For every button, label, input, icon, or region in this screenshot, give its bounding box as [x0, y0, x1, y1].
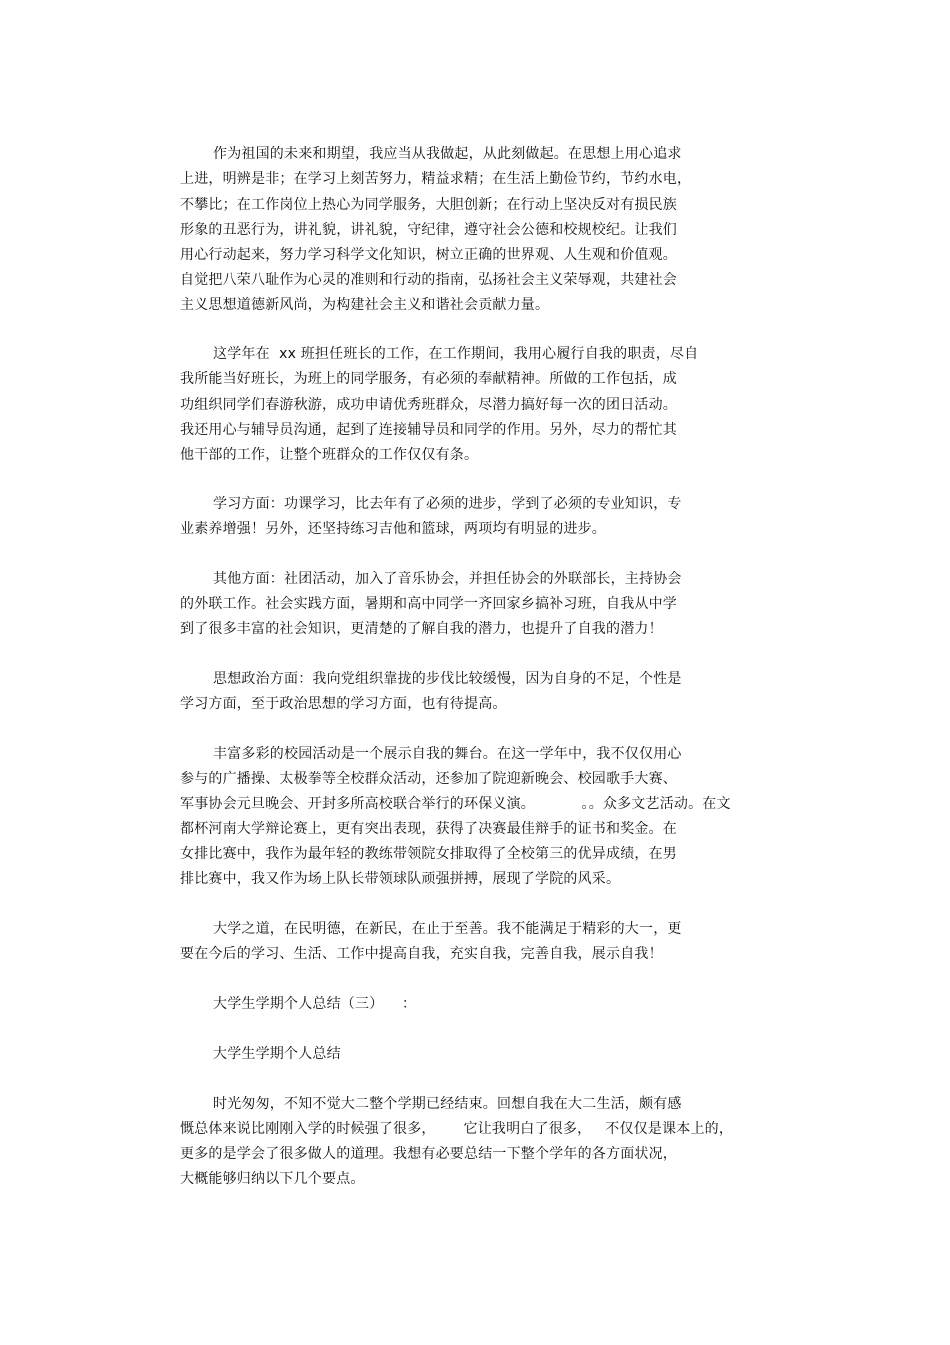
paragraph-line: 这学年在 xx 班担任班长的工作，在工作期间，我用心履行自我的职责，尽自: [213, 346, 699, 362]
paragraph-line: 排比赛中，我又作为场上队长带领球队顽强拼搏，展现了学院的风采。: [180, 871, 621, 887]
paragraph-line: 他干部的工作，让整个班群众的工作仅仅有条。: [180, 447, 479, 463]
paragraph-line: 主义思想道德新风尚，为构建社会主义和谐社会贡献力量。: [180, 297, 550, 313]
paragraph-line: 时光匆匆，不知不觉大二整个学期已经结束。回想自我在大二生活，颇有感: [213, 1096, 682, 1112]
paragraph-line: 我所能当好班长，为班上的同学服务，有必须的奉献精神。所做的工作包括，成: [180, 371, 677, 387]
paragraph-line: 其他方面：社团活动，加入了音乐协会，并担任协会的外联部长，主持协会: [213, 571, 682, 587]
paragraph-line: 上进，明辨是非；在学习上刻苦努力，精益求精；在生活上勤俭节约，节约水电，: [180, 171, 692, 187]
paragraph-line: 作为祖国的未来和期望，我应当从我做起，从此刻做起。在思想上用心追求: [213, 146, 682, 162]
heading-line: 大学生学期个人总结（三） ：: [213, 996, 417, 1012]
paragraph-line: 思想政治方面：我向党组织靠拢的步伐比较缓慢，因为自身的不足，个性是: [213, 671, 682, 687]
paragraph-line: 女排比赛中，我作为最年轻的教练带领院女排取得了全校第三的优异成绩，在男: [180, 846, 677, 862]
paragraph-line: 丰富多彩的校园活动是一个展示自我的舞台。在这一学年中，我不仅仅用心: [213, 746, 682, 762]
paragraph-line: 到了很多丰富的社会知识，更清楚的了解自我的潜力，也提升了自我的潜力！: [180, 621, 663, 637]
paragraph-line: 要在今后的学习、生活、工作中提高自我，充实自我，完善自我，展示自我！: [180, 946, 663, 962]
paragraph-line: 军事协会元旦晚会、开封多所高校联合举行的环保义演。 。。众多文艺活动。在文: [180, 796, 731, 812]
paragraph-line: 学习方面，至于政治思想的学习方面，也有待提高。: [180, 696, 507, 712]
paragraph-line: 的外联工作。社会实践方面，暑期和高中同学一齐回家乡搞补习班，自我从中学: [180, 596, 677, 612]
paragraph-line: 业素养增强！另外，还坚持练习吉他和篮球，两项均有明显的进步。: [180, 521, 606, 537]
paragraph-line: 形象的丑恶行为，讲礼貌，讲礼貌，守纪律，遵守社会公德和校规校纪。让我们: [180, 222, 677, 238]
paragraph-line: 功组织同学们春游秋游，成功申请优秀班群众，尽潜力搞好每一次的团日活动。: [180, 397, 677, 413]
paragraph-line: 慨总体来说比刚刚入学的时候强了很多， 它让我明白了很多， 不仅仅是课本上的，: [180, 1121, 734, 1137]
paragraph-line: 更多的是学会了很多做人的道理。我想有必要总结一下整个学年的各方面状况，: [180, 1146, 677, 1162]
paragraph-line: 我还用心与辅导员沟通，起到了连接辅导员和同学的作用。另外，尽力的帮忙其: [180, 422, 677, 438]
heading-line: 大学生学期个人总结: [213, 1046, 341, 1062]
paragraph-line: 大学之道，在民明德，在新民，在止于至善。我不能满足于精彩的大一，更: [213, 921, 682, 937]
paragraph-line: 用心行动起来，努力学习科学文化知识，树立正确的世界观、人生观和价值观。: [180, 247, 677, 263]
paragraph-line: 学习方面：功课学习，比去年有了必须的进步，学到了必须的专业知识，专: [213, 496, 682, 512]
paragraph-line: 大概能够归纳以下几个要点。: [180, 1171, 365, 1187]
paragraph-line: 参与的广播操、太极拳等全校群众活动，还参加了院迎新晚会、校园歌手大赛、: [180, 771, 677, 787]
paragraph-line: 自觉把八荣八耻作为心灵的准则和行动的指南，弘扬社会主义荣辱观，共建社会: [180, 272, 677, 288]
paragraph-line: 都杯河南大学辩论赛上，更有突出表现，获得了决赛最佳辩手的证书和奖金。在: [180, 821, 677, 837]
paragraph-line: 不攀比；在工作岗位上热心为同学服务，大胆创新；在行动上坚决反对有损民族: [180, 197, 677, 213]
